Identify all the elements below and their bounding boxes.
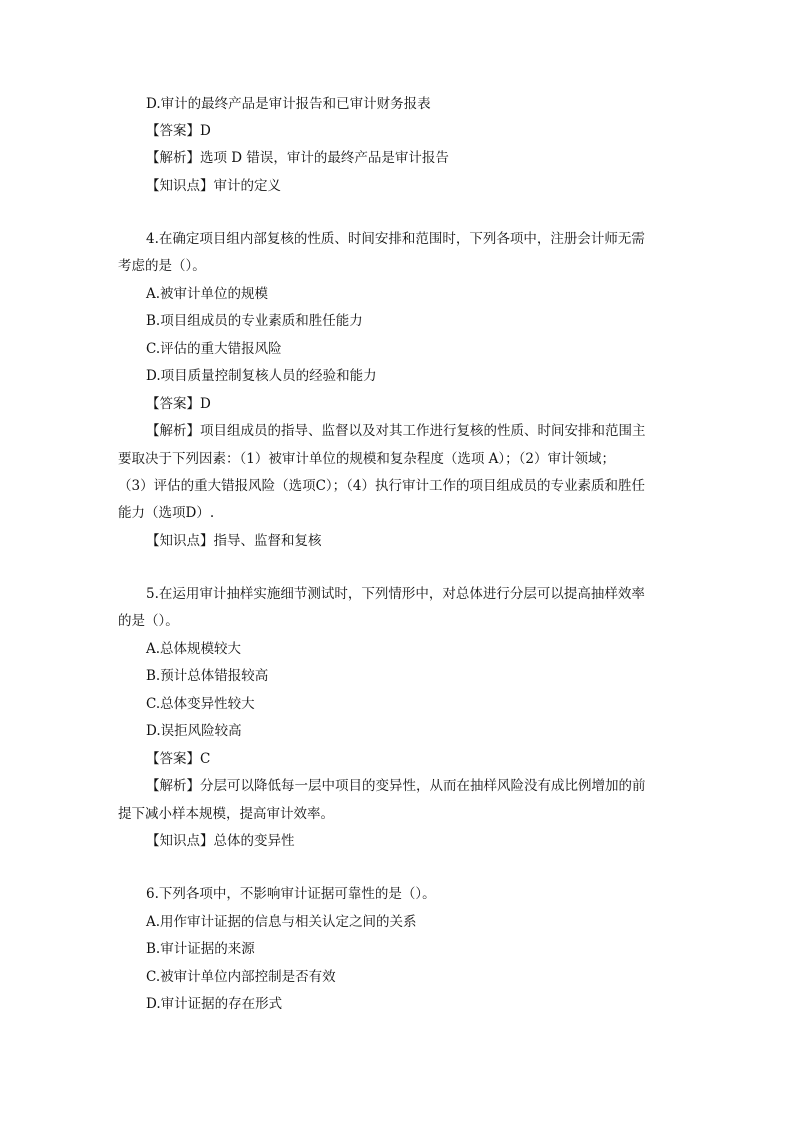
q5-option-b: B.预计总体错报较高 <box>146 668 269 684</box>
q5-analysis-line-1: 【解析】分层可以降低每一层中项目的变异性，从而在抽样风险没有成比例增加的前 <box>146 778 646 794</box>
q4-stem-line-1: 4.在确定项目组内部复核的性质、时间安排和范围时，下列各项中，注册会计师无需 <box>146 231 645 247</box>
q3-answer: 【答案】D <box>146 123 211 139</box>
q5-option-a: A.总体规模较大 <box>146 641 242 657</box>
q4-option-a: A.被审计单位的规模 <box>146 286 269 302</box>
q5-stem-line-1: 5.在运用审计抽样实施细节测试时，下列情形中，对总体进行分层可以提高抽样效率 <box>146 586 645 602</box>
q4-analysis-line-4: 能力（选项D）. <box>118 505 215 521</box>
q4-option-c: C.评估的重大错报风险 <box>146 341 282 357</box>
q3-option-d: D.审计的最终产品是审计报告和已审计财务报表 <box>146 96 431 112</box>
q4-answer: 【答案】D <box>146 396 211 412</box>
q4-knowledge: 【知识点】指导、监督和复核 <box>146 533 322 549</box>
q5-knowledge: 【知识点】总体的变异性 <box>146 833 295 849</box>
q6-stem-line-1: 6.下列各项中，不影响审计证据可靠性的是（）。 <box>146 886 436 902</box>
q3-analysis: 【解析】选项 D 错误，审计的最终产品是审计报告 <box>146 150 449 166</box>
q5-analysis-line-2: 提下减小样本规模，提高审计效率。 <box>118 806 334 822</box>
q3-knowledge: 【知识点】审计的定义 <box>146 178 281 194</box>
q4-analysis-line-1: 【解析】项目组成员的指导、监督以及对其工作进行复核的性质、时间安排和范围主 <box>146 423 646 439</box>
q5-option-d: D.误拒风险较高 <box>146 723 242 739</box>
q4-analysis-line-2: 要取决于下列因素：（1）被审计单位的规模和复杂程度（选项 A）；（2）审计领域； <box>118 451 615 467</box>
q6-option-c: C.被审计单位内部控制是否有效 <box>146 969 336 985</box>
q6-option-b: B.审计证据的来源 <box>146 941 255 957</box>
q4-option-b: B.项目组成员的专业素质和胜任能力 <box>146 313 363 329</box>
q5-stem-line-2: 的是（）。 <box>118 613 179 629</box>
q6-option-d: D.审计证据的存在形式 <box>146 996 283 1012</box>
q4-analysis-line-3: （3）评估的重大错报风险（选项C）；（4）执行审计工作的项目组成员的专业素质和胜任 <box>118 478 646 494</box>
q6-option-a: A.用作审计证据的信息与相关认定之间的关系 <box>146 914 417 930</box>
q4-stem-line-2: 考虑的是（）。 <box>118 258 206 274</box>
q5-answer: 【答案】C <box>146 751 211 767</box>
q5-option-c: C.总体变异性较大 <box>146 696 255 712</box>
q4-option-d: D.项目质量控制复核人员的经验和能力 <box>146 368 377 384</box>
